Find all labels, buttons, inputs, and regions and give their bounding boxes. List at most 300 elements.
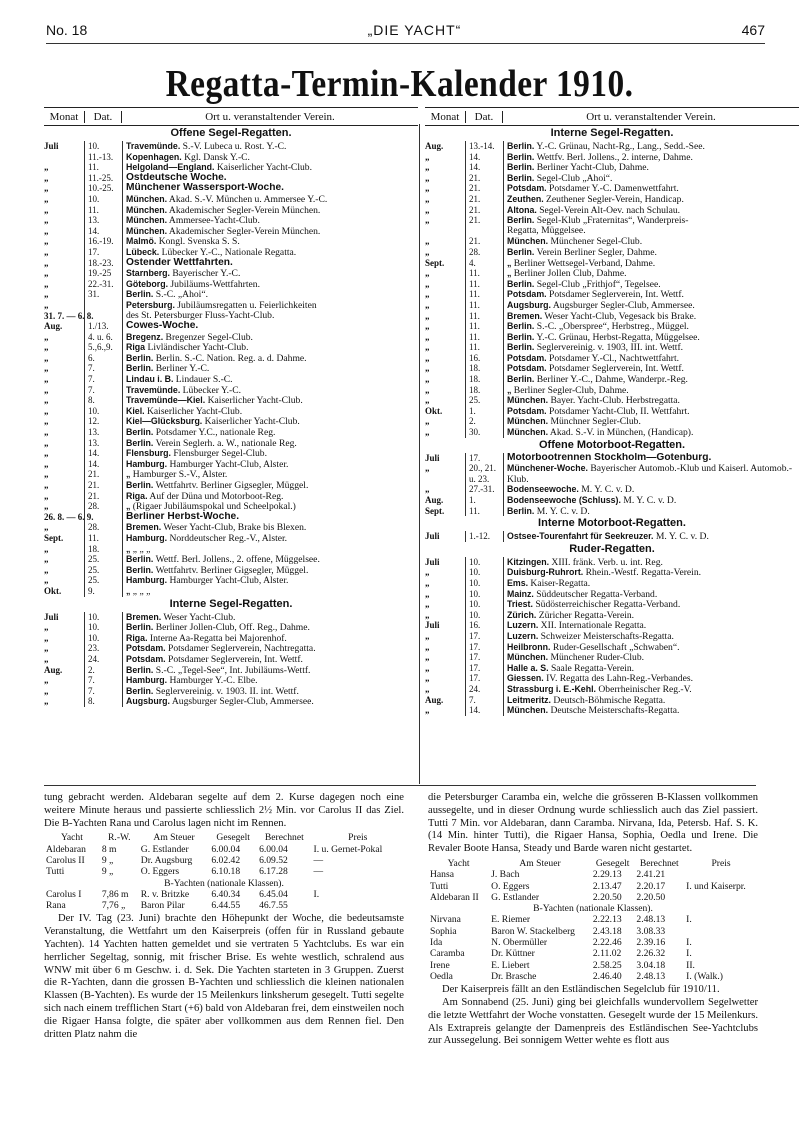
table-cell: 9 „	[101, 854, 114, 866]
club-name: Oberrheinischer Reg.-V.	[595, 683, 692, 695]
month-cell: „	[425, 193, 430, 204]
month-cell: „	[44, 278, 49, 289]
month-cell: „	[44, 172, 49, 183]
calendar-row	[425, 652, 799, 663]
place-name: Berlin.	[507, 172, 535, 183]
journal-name: „DIE YACHT“	[367, 22, 462, 38]
calendar-row	[425, 268, 799, 279]
club-name: Jubiläumsregatten u. Feierlichkeiten	[174, 299, 317, 311]
event-cell	[503, 395, 799, 406]
place-name: Berlin.	[507, 505, 535, 516]
place-name: Berlin.	[507, 342, 535, 353]
month-cell: Juli	[44, 611, 59, 622]
date-cell: 13.	[84, 215, 122, 226]
club-name: Segel-Club „Ahoi“.	[534, 172, 613, 184]
place-name: Altona.	[507, 204, 537, 215]
event-cell	[122, 469, 418, 480]
place-name: Berlin.	[126, 363, 154, 374]
table-cell: 6.02.42	[211, 854, 241, 866]
calendar-row	[425, 599, 799, 610]
subheading-cell: B-Yachten (nationale Klassen).	[164, 877, 284, 889]
date-cell: 10.	[84, 622, 122, 633]
month-cell: „	[44, 490, 49, 501]
date-cell: 10.	[465, 578, 503, 589]
event-cell	[503, 695, 799, 706]
month-cell: „	[425, 321, 430, 332]
place-name: Helgoland—England.	[126, 162, 215, 173]
header-cell: Gesegelt	[595, 857, 630, 869]
calendar-row	[425, 463, 799, 484]
month-cell: „	[425, 310, 430, 321]
month-cell	[425, 226, 465, 237]
club-name: XII. Internationale Regatta.	[538, 620, 647, 631]
date-cell: 17.	[465, 652, 503, 663]
calendar-row	[425, 215, 799, 226]
date-header: Dat.	[85, 111, 122, 123]
table-cell: I. (Walk.)	[686, 970, 723, 982]
table-cell: I. u. Gernet-Pokal	[313, 843, 383, 855]
table-row	[428, 926, 758, 937]
issue-number: No. 18	[46, 22, 88, 38]
section-heading: Interne Motorboot-Regatten.	[538, 517, 686, 530]
table-cell: Tutti	[46, 866, 65, 878]
paragraph: die Petersburger Caramba ein, welche die grösseren B-Klassen vollkommen aussegelte, und in dieser Ordnung wurde schliesslich auch das Ziel passiert. Tutti 7 Min. vor Aldebaran, dann Caramba. Nirvana, Ida, Petersb. Haf. S. K. (14 Min. hinter Tutti), die Rigaer Hansa, Sophia, Oedla und Irene. Die Revaler Boote Hansa, Steady und Barde waren nicht gestartet.	[428, 792, 758, 855]
club-name: Potsdamer Seglerverein, Int. Wettf.	[546, 289, 684, 300]
place-name: München.	[507, 705, 549, 716]
calendar-row	[44, 268, 418, 279]
event-cell	[122, 696, 418, 707]
date-cell: 21.	[465, 173, 503, 184]
month-cell: Juli	[425, 531, 440, 542]
table-cell: Dr. Brasche	[491, 970, 537, 982]
month-cell: „	[425, 278, 430, 289]
club-name: Weser Yacht-Club.	[161, 611, 236, 623]
club-name: S.-C. „Tegel-See“, Int. Jubiläums-Wettf.	[153, 664, 311, 676]
event-cell	[503, 531, 799, 542]
event-cell	[122, 586, 418, 597]
event-cell	[503, 247, 799, 258]
month-cell: „	[44, 374, 49, 385]
date-cell: 8.	[84, 395, 122, 406]
date-cell: 28.	[84, 501, 122, 512]
month-cell: Aug.	[425, 495, 444, 505]
month-cell: „	[44, 622, 49, 633]
date-cell: 6.	[84, 353, 122, 364]
month-cell: „	[44, 299, 49, 310]
table-cell: Nirvana	[430, 914, 461, 926]
event-cell	[503, 162, 799, 173]
calendar-row	[44, 311, 418, 322]
club-name: Bayerischer Y.-C.	[170, 268, 241, 279]
table-cell: 6.00.04	[259, 843, 288, 855]
club-name: Süddeutscher Regatta-Verband.	[533, 588, 658, 600]
club-name: Segel-Klub „Fraternitas“, Wanderpreis-	[534, 215, 689, 226]
club-name: Züricher Regatta-Verein.	[536, 609, 635, 621]
month-cell: „	[44, 643, 49, 654]
calendar-row	[44, 512, 418, 523]
date-cell: 18.	[465, 374, 503, 385]
date-cell: 11.	[84, 205, 122, 216]
calendar-row	[44, 643, 418, 654]
event-cell	[122, 654, 418, 665]
month-cell: „	[425, 268, 430, 279]
event-cell	[503, 673, 799, 684]
header-cell: Gesegelt	[216, 832, 250, 844]
month-cell: „	[425, 683, 430, 694]
month-cell: „	[425, 427, 430, 438]
date-cell: 10.	[84, 141, 122, 152]
date-cell: 21.	[465, 194, 503, 205]
calendar-row	[44, 395, 418, 406]
calendar-row	[44, 183, 418, 194]
article-left	[44, 792, 404, 1041]
club-name: Südösterreichischer Regatta-Verband.	[532, 599, 681, 610]
calendar-row	[44, 654, 418, 665]
table-row	[44, 844, 404, 855]
place-name: Augsburg.	[507, 299, 551, 310]
club-name: Berliner Yacht-Club, Dahme.	[534, 162, 649, 173]
table-cell	[312, 900, 404, 911]
month-cell: „	[425, 630, 430, 641]
column-header	[425, 107, 799, 126]
table-cell: 3.04.18	[636, 959, 666, 971]
place-name: Augsburg.	[126, 696, 170, 707]
event-cell	[503, 684, 799, 695]
club-name: Münchener Ruder-Club.	[548, 652, 645, 663]
results-table	[428, 858, 758, 982]
place-name: Berlin.	[126, 352, 154, 363]
club-name: Norddeutscher Reg.-V., Alster.	[167, 532, 288, 544]
date-cell: 25.	[84, 565, 122, 576]
club-name: Lübecker Y.-C.	[180, 384, 242, 396]
club-name: Potsdamer Seglerverein, Int. Wettf.	[165, 653, 303, 665]
calendar-row	[425, 610, 799, 621]
event-cell	[503, 406, 799, 417]
place-name: „	[126, 501, 131, 512]
event-cell	[122, 247, 418, 258]
calendar-row	[425, 531, 799, 542]
paragraph: Der IV. Tag (23. Juni) brachte den Höhepunkt der Woche, die bedeutsamste Veranstaltung, die Wettfahrt um den Kaiserpreis (offen für in Russland gebaute Yachten). 14 Yachten hatten gemeldet und sie vertraten 5 Yachtclubs. Es war ein herrlicher Segeltag, sonnig, mit frischer Brise. Es wehte westlich, schralend aus WNW mit über 6 m Geschw. i. d. Sek. Die Yachten starteten in 3 Gruppen. Zuerst die R-Yachten, dann die grossen B-Yachten und schliesslich die kleinen nationalen Klassen (B-Yachten). Es wurde der 15 Meilenkurs linksherum gesegelt. Tutti segelte sich nach einem trefflichen Start (+6) bald von Aldebaran frei, dem einstweilen noch die Rigaer Hansa folgte, die später aber vollkommen aus dem Rennen fiel. Den dritten Platz nahm die	[44, 913, 404, 1040]
place-name: Berlin.	[507, 331, 535, 342]
month-cell: „	[44, 342, 49, 353]
table-cell: Baron Pilar	[140, 900, 185, 912]
month-cell: „	[44, 193, 49, 204]
event-cell	[122, 533, 418, 544]
table-cell: I.	[686, 914, 692, 926]
event-cell	[503, 599, 799, 610]
place-name: Berlin.	[507, 215, 535, 226]
place-name: Berlin.	[507, 141, 535, 151]
table-cell: 2.46.40	[592, 970, 622, 982]
paragraph: Der Kaiserpreis fällt an den Estländischen Segelclub für 1910/11.	[442, 984, 720, 996]
place-name: Potsdam.	[507, 405, 547, 416]
table-cell: R. v. Britzke	[140, 888, 190, 900]
event-cell	[503, 173, 799, 184]
calendar-row	[44, 173, 418, 184]
date-cell: 25.	[465, 395, 503, 406]
club-name: Regatta, Müggelsee.	[507, 225, 586, 236]
place-name: Berlin.	[126, 564, 154, 575]
month-cell: Aug.	[44, 664, 63, 675]
table-cell: Dr. Küttner	[491, 948, 535, 960]
table-cell: 2.39.16	[636, 937, 666, 949]
club-name: Rhein.-Westf. Regatta-Verein.	[583, 567, 702, 578]
place-name: Bregenz.	[126, 331, 164, 342]
date-cell: 8.	[84, 696, 122, 707]
date-cell	[84, 512, 122, 523]
calendar-row	[44, 491, 418, 502]
club-name: Kongl. Svenska S. S.	[156, 236, 240, 247]
club-name: S.-C. „Ahoi“.	[153, 289, 209, 300]
place-name: Travemünde.	[126, 384, 181, 395]
month-cell: Okt.	[425, 405, 443, 416]
club-name: Segel-Club „Frithjof“, Tegelsee.	[534, 278, 661, 290]
month-cell: „	[44, 522, 49, 533]
place-name: Potsdam.	[507, 183, 547, 194]
place-name: München.	[507, 652, 549, 663]
place-name: Leitmeritz.	[507, 694, 551, 705]
event-cell	[122, 173, 418, 184]
event-cell	[503, 215, 799, 226]
month-cell: „	[44, 352, 49, 363]
month-cell: „	[425, 705, 430, 716]
table-cell: I.	[686, 937, 692, 949]
event-cell	[122, 279, 418, 290]
date-cell: 11.-25.	[84, 173, 122, 184]
month-cell: „	[44, 448, 49, 459]
place-name: Bremen.	[126, 611, 162, 622]
table-cell: J. Bach	[491, 869, 520, 881]
club-name: Augsburger Segler-Club, Ammersee.	[169, 696, 314, 707]
calendar-row	[425, 578, 799, 589]
article-right	[428, 792, 758, 1048]
place-name: Kopenhagen.	[126, 151, 182, 162]
place-name: Giessen.	[507, 673, 544, 684]
month-cell: Aug.	[44, 321, 63, 332]
calendar-row	[44, 300, 418, 311]
club-name: Augsburger Segler-Club, Ammersee.	[550, 299, 695, 311]
subheading-row	[44, 878, 404, 889]
place-name: Kitzingen.	[507, 556, 550, 567]
club-name: Seglervereinig. v. 1903. II. int. Wettf.	[153, 685, 299, 697]
club-name: (Rigaer Jubiläumspokal und Scheelpokal.)	[130, 501, 296, 512]
month-cell: „	[44, 632, 49, 643]
table-cell: 7,76 „	[101, 900, 126, 912]
month-cell: „	[44, 696, 49, 707]
month-cell: „	[425, 599, 430, 610]
place-name: Triest.	[507, 599, 533, 610]
calendar-row	[44, 469, 418, 480]
date-cell: 4.	[465, 258, 503, 269]
place-name: Göteborg.	[126, 278, 169, 289]
calendar-row	[425, 279, 799, 290]
event-cell	[122, 622, 418, 633]
calendar-row	[44, 686, 418, 697]
date-cell: 1.-12.	[465, 531, 503, 542]
date-cell: 17.	[465, 453, 503, 464]
table-cell: 2.11.02	[592, 948, 622, 960]
month-cell: Aug.	[425, 694, 444, 705]
header-cell: Yacht	[447, 857, 470, 869]
month-cell: „	[44, 395, 49, 406]
place-name: Bremen.	[507, 310, 543, 321]
table-cell: 2.43.18	[592, 925, 622, 937]
calendar-right-column	[425, 107, 799, 716]
date-cell: 11.	[465, 289, 503, 300]
calendar-row	[44, 612, 418, 623]
table-cell: O. Eggers	[491, 880, 530, 892]
event-cell	[122, 686, 418, 697]
date-header: Dat.	[466, 111, 503, 123]
page-header	[46, 20, 765, 40]
date-cell: 24.	[84, 654, 122, 665]
event-cell	[122, 633, 418, 644]
calendar-row	[44, 342, 418, 353]
event-cell	[122, 491, 418, 502]
table-cell: Oedla	[430, 970, 453, 982]
club-name: Verein Berliner Segler, Dahme.	[534, 246, 657, 258]
month-cell: Sept.	[425, 505, 445, 516]
date-cell: 19.-25	[84, 268, 122, 279]
table-row	[428, 971, 758, 982]
club-name: Y.-C. Grünau, Nacht-Rg., Lang., Sedd.-See.	[534, 141, 705, 152]
calendar-left-column	[44, 107, 418, 707]
date-cell: 7.	[84, 686, 122, 697]
date-cell: 18.	[465, 385, 503, 396]
club-name: Seglervereinig. v. 1903, III. int. Wettf.	[534, 342, 684, 353]
calendar-row	[44, 226, 418, 237]
date-cell: 14.	[465, 152, 503, 163]
date-cell: 2.	[465, 416, 503, 427]
calendar-row	[44, 696, 418, 707]
date-cell: 21.	[465, 205, 503, 216]
club-name: Y.-C. Grünau, Herbst-Regatta, Müggelsee.	[534, 331, 700, 343]
calendar-row	[425, 589, 799, 600]
club-name: S.-V. Lubeca u. Rost. Y.-C.	[180, 141, 287, 152]
event-cell	[503, 589, 799, 600]
month-cell: „	[425, 236, 430, 247]
month-cell: „	[44, 554, 49, 565]
calendar-row	[44, 406, 418, 417]
table-cell: Hansa	[430, 869, 454, 881]
club-name: Saale Regatta-Verein.	[548, 662, 635, 674]
club-name: des St. Petersburger Fluss-Yacht-Club.	[126, 310, 275, 321]
event-cell	[122, 459, 418, 470]
club-name: XIII. fränk. Verb. u. int. Reg.	[549, 556, 663, 568]
month-cell: „	[44, 257, 49, 268]
place-name: Berlin.	[126, 289, 154, 300]
place-name: Münchener-Woche.	[507, 463, 588, 474]
table-cell	[684, 869, 758, 880]
table-cell: 2.13.47	[592, 880, 622, 892]
place-name: Berlin.	[126, 437, 154, 448]
date-cell: 11.	[465, 311, 503, 322]
calendar-row	[44, 633, 418, 644]
event-cell	[503, 363, 799, 374]
event-cell	[503, 300, 799, 311]
date-cell: 11.	[84, 533, 122, 544]
club-name: Kgl. Dansk Y.-C.	[181, 151, 250, 163]
club-name: Deutsch-Böhmische Regatta.	[551, 694, 666, 706]
date-cell: 14.	[465, 162, 503, 173]
date-cell: 10.	[465, 599, 503, 610]
calendar-row	[425, 684, 799, 695]
table-cell	[684, 892, 758, 903]
month-cell: „	[44, 384, 49, 395]
table-cell: 46.7.55	[259, 900, 288, 912]
club-name: Zeuthener Segler-Verein, Handicap.	[543, 193, 684, 205]
date-cell: 16.	[465, 620, 503, 631]
date-cell: 11.-13.	[84, 152, 122, 163]
place-name: „	[507, 384, 512, 395]
place-name: Potsdam.	[126, 653, 166, 664]
table-cell: Rana	[46, 900, 66, 912]
place-name: Riga	[126, 342, 146, 353]
date-cell: 2.	[84, 665, 122, 676]
club-name: Berliner Segler-Club, Dahme.	[511, 384, 629, 396]
place-name: Berlin.	[126, 664, 154, 675]
event-cell	[122, 289, 418, 300]
event-cell	[503, 183, 799, 194]
month-cell: „	[425, 331, 430, 342]
date-cell: 1.	[465, 495, 503, 506]
section-heading: Interne Segel-Regatten.	[169, 597, 293, 610]
event-cell	[122, 215, 418, 226]
club-name: Jubiläums-Wettfahrten.	[168, 278, 260, 290]
table-cell: I.	[686, 948, 692, 960]
club-name: Potsdamer Y.C., nationale Reg.	[153, 427, 276, 438]
month-cell: „	[425, 162, 430, 173]
place-name: Berlin.	[126, 554, 154, 565]
place-name: Berlin.	[507, 374, 535, 385]
event-cell	[503, 268, 799, 279]
event-cell	[122, 575, 418, 586]
club-name: Bayer. Yacht-Club. Herbstregatta.	[548, 395, 680, 406]
date-cell: 12.	[84, 416, 122, 427]
table-cell: 2.20.50	[636, 891, 666, 903]
date-cell: 22.-31.	[84, 279, 122, 290]
table-cell: Aldebaran	[46, 843, 86, 855]
date-cell: 7.	[84, 363, 122, 374]
club-name: Berlin. S.-C. Nation. Reg. a. d. Dahme.	[153, 352, 307, 364]
date-cell: 10.	[84, 612, 122, 623]
date-cell: 21.	[465, 215, 503, 226]
event-cell	[122, 194, 418, 205]
month-cell: Sept.	[425, 257, 445, 268]
calendar-row	[44, 141, 418, 152]
date-cell: 10.	[84, 406, 122, 417]
place-name: Starnberg.	[126, 268, 170, 279]
event-cell	[503, 152, 799, 163]
club-name: M. Y. C. v. D.	[578, 484, 635, 495]
date-cell: 14.	[84, 226, 122, 237]
date-cell	[84, 311, 122, 322]
club-name: Potsdamer Y.-C. Damenwettfahrt.	[546, 183, 679, 194]
month-cell: „	[425, 416, 430, 427]
calendar-row	[44, 622, 418, 633]
calendar-row	[44, 374, 418, 385]
calendar-row	[44, 247, 418, 258]
month-header: Monat	[425, 111, 466, 123]
date-cell: 31.	[84, 289, 122, 300]
event-cell	[122, 643, 418, 654]
date-cell: 17.	[465, 663, 503, 674]
calendar-row	[44, 215, 418, 226]
place-name: Berlin.	[507, 162, 535, 173]
calendar-row	[425, 495, 799, 506]
place-name: München.	[126, 193, 168, 204]
month-cell: „	[44, 416, 49, 427]
